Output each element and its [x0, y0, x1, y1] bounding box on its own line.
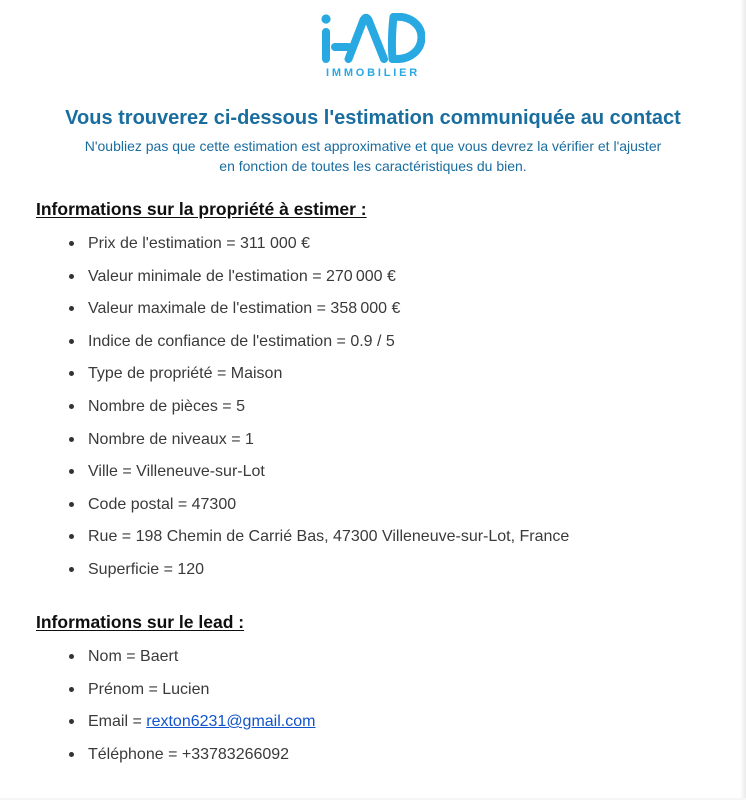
disclaimer-text [63, 136, 683, 176]
list-item: Type de propriété = Maison [36, 364, 710, 383]
list-item: Valeur minimale de l'estimation = 270 000 € [36, 267, 710, 286]
list-item: Superficie = 120 [36, 560, 710, 579]
list-item: Prénom = Lucien [36, 680, 710, 699]
iad-logo-wordmark: IMMOBILIER [326, 67, 420, 79]
list-item: Nom = Baert [36, 647, 710, 666]
screenshot-right-edge [741, 0, 746, 800]
list-item: Code postal = 47300 [36, 495, 710, 514]
list-item: Téléphone = +33783266092 [36, 745, 710, 764]
list-item: Indice de confiance de l'estimation = 0.9 / 5 [36, 332, 710, 351]
iad-logo-icon [321, 13, 425, 63]
iad-logo [36, 0, 710, 81]
page-title: Vous trouverez ci-dessous l'estimation communiquée au contact [65, 107, 681, 129]
lead-info-list [36, 647, 710, 764]
list-item: Prix de l'estimation = 311 000 € [36, 234, 710, 253]
section-heading-property: Informations sur la propriété à estimer : [36, 199, 367, 219]
list-item: Rue = 198 Chemin de Carrié Bas, 47300 Villeneuve-sur-Lot, France [36, 527, 710, 546]
disclaimer-line-2: en fonction de toutes les caractéristiques du bien. [219, 158, 527, 174]
list-item-label: Email = [88, 713, 147, 731]
list-item: Nombre de pièces = 5 [36, 397, 710, 416]
email-link[interactable]: rexton6231@gmail.com [146, 713, 316, 731]
section-heading-lead: Informations sur le lead : [36, 611, 245, 632]
list-item: Nombre de niveaux = 1 [36, 430, 710, 449]
list-item [36, 712, 710, 731]
list-item: Valeur maximale de l'estimation = 358 000 € [36, 299, 710, 318]
property-info-list [36, 234, 710, 579]
disclaimer-line-1: N'oubliez pas que cette estimation est approximative et que vous devrez la vérifier et l'ajuster [84, 138, 662, 154]
list-item: Ville = Villeneuve-sur-Lot [36, 462, 710, 481]
